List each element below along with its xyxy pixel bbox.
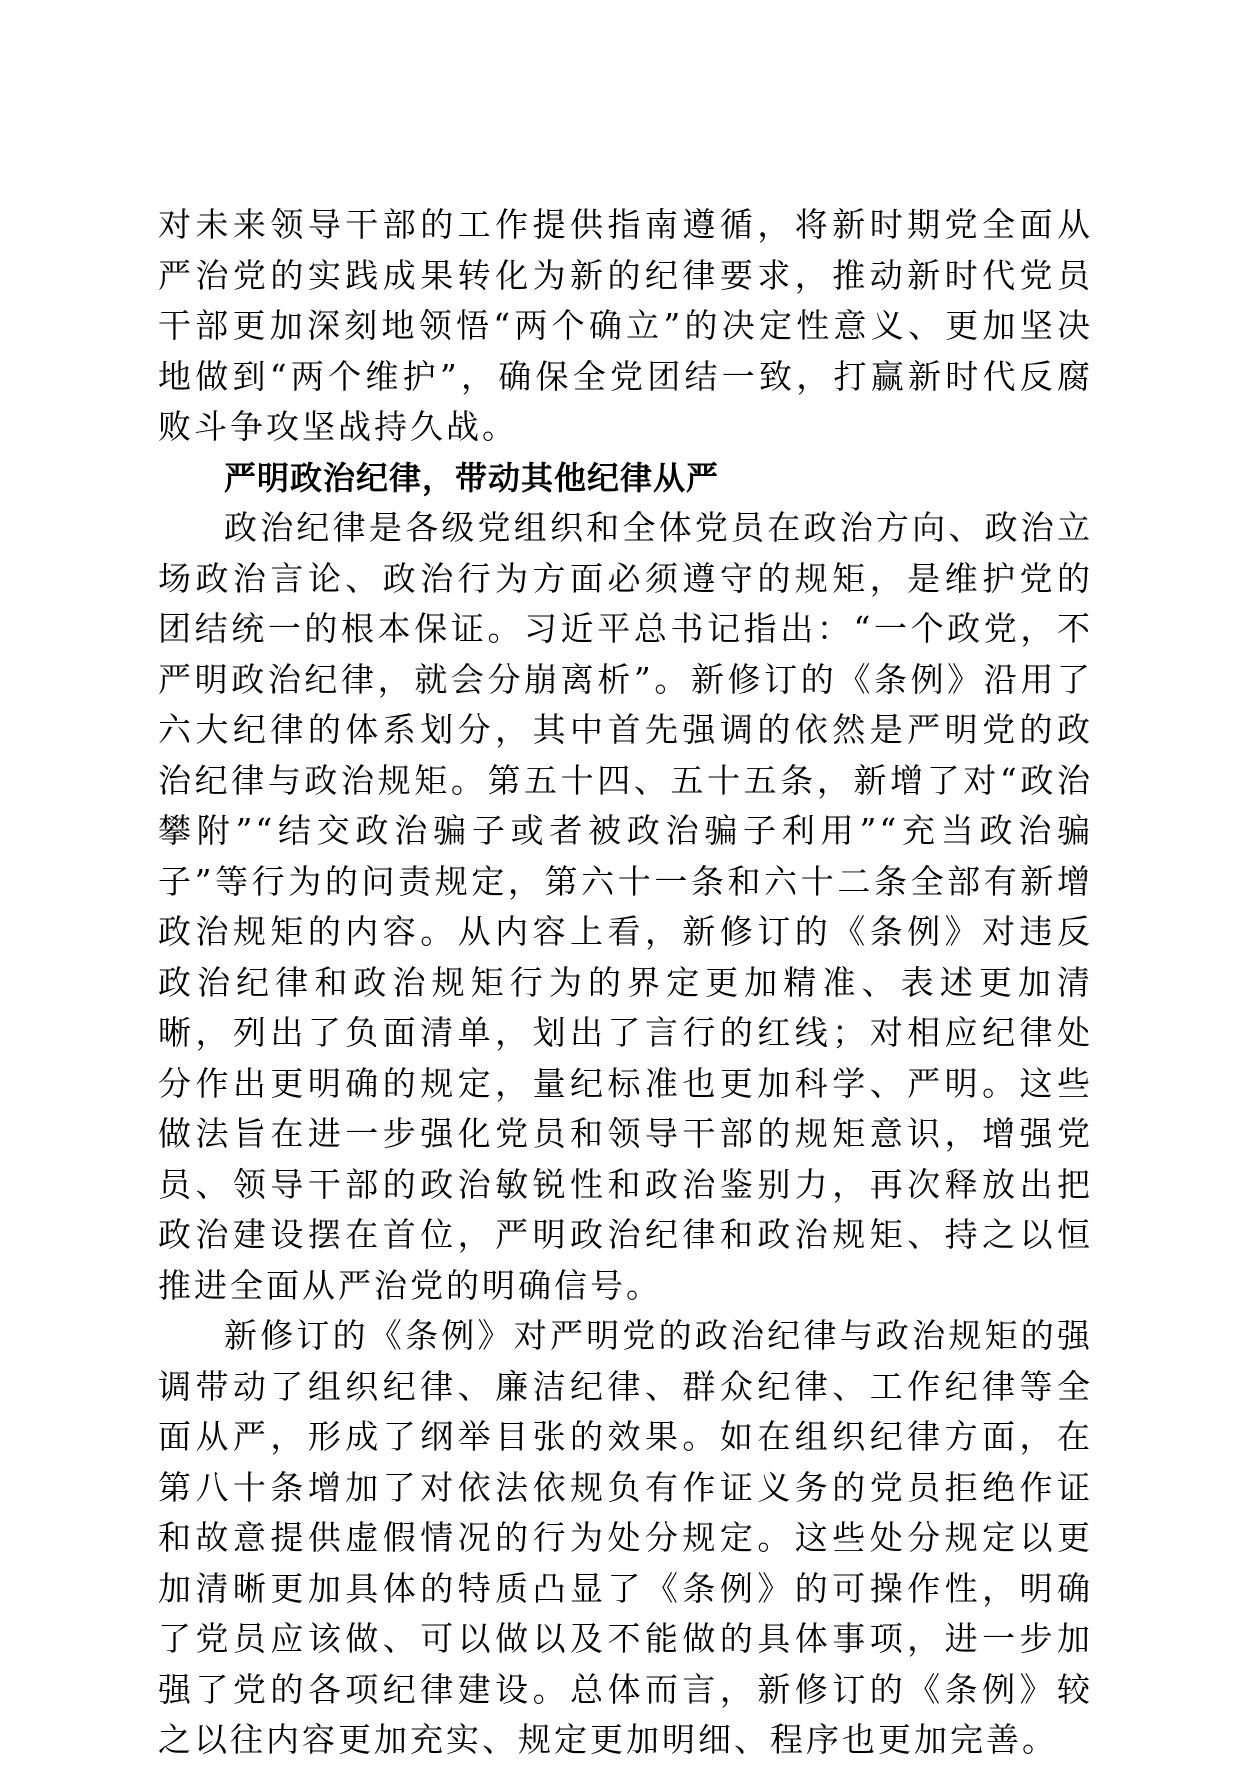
document-body	[158, 200, 1093, 1766]
section-heading: 严明政治纪律，带动其他纪律从严	[224, 458, 720, 497]
paragraph-continuation: 对未来领导干部的工作提供指南遵循，将新时期党全面从严治党的实践成果转化为新的纪律要求，推动新时代党员干部更加深刻地领悟“两个确立”的决定性意义、更加坚决地做到“两个维护”，确保全党团结一致，打赢新时代反腐败斗争攻坚战持久战。	[158, 205, 1093, 446]
paragraph-other-disciplines: 新修订的《条例》对严明党的政治纪律与政治规矩的强调带动了组织纪律、廉洁纪律、群众纪律、工作纪律等全面从严，形成了纲举目张的效果。如在组织纪律方面，在第八十条增加了对依法依规负有作证义务的党员拒绝作证和故意提供虚假情况的行为处分规定。这些处分规定以更加清晰更加具体的特质凸显了《条例》的可操作性，明确了党员应该做、可以做以及不能做的具体事项，进一步加强了党的各项纪律建设。总体而言，新修订的《条例》较之以往内容更加充实、规定更加明细、程序也更加完善。	[158, 1316, 1093, 1759]
paragraph-political-discipline: 政治纪律是各级党组织和全体党员在政治方向、政治立场政治言论、政治行为方面必须遵守的规矩，是维护党的团结统一的根本保证。习近平总书记指出：“一个政党，不严明政治纪律，就会分崩离析”。新修订的《条例》沿用了六大纪律的体系划分，其中首先强调的依然是严明党的政治纪律与政治规矩。第五十四、五十五条，新增了对“政治攀附”“结交政治骗子或者被政治骗子利用”“充当政治骗子”等行为的问责规定，第六十一条和六十二条全部有新增政治规矩的内容。从内容上看，新修订的《条例》对违反政治纪律和政治规矩行为的界定更加精准、表述更加清晰，列出了负面清单，划出了言行的红线；对相应纪律处分作出更明确的规定，量纪标准也更加科学、严明。这些做法旨在进一步强化党员和领导干部的规矩意识，增强党员、领导干部的政治敏锐性和政治鉴别力，再次释放出把政治建设摆在首位，严明政治纪律和政治规矩、持之以恒推进全面从严治党的明确信号。	[158, 508, 1093, 1305]
